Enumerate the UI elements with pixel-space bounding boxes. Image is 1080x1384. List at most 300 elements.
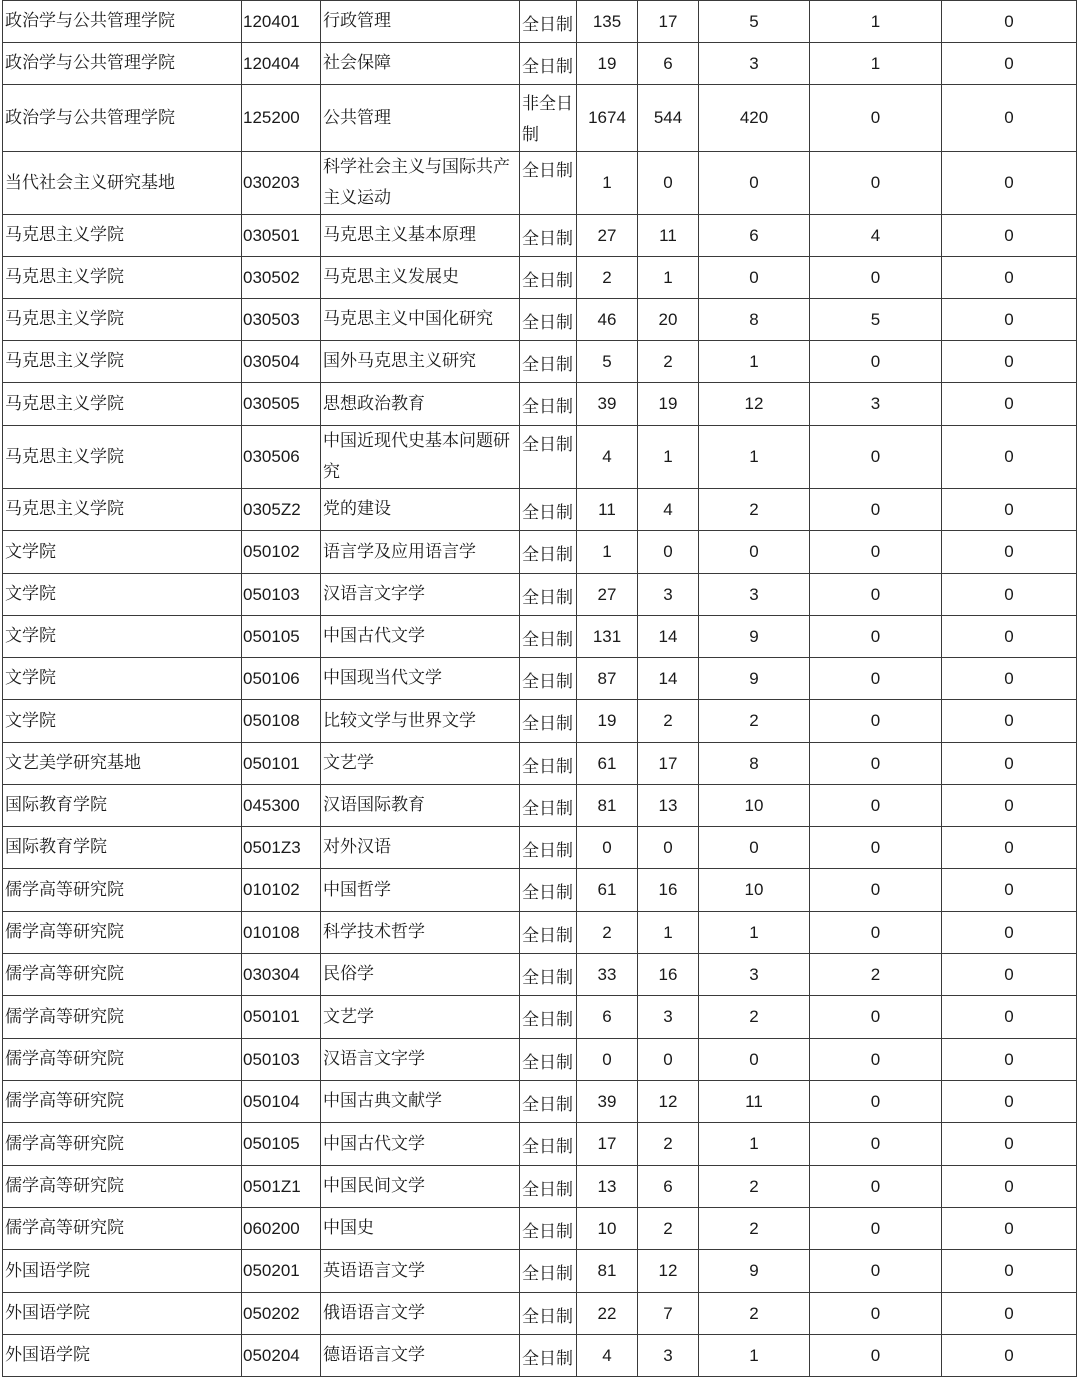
table-row (3, 869, 1077, 912)
count-cell-5: 0 (942, 1293, 1077, 1335)
table-row (3, 954, 1077, 996)
table-row (3, 1123, 1077, 1166)
count-cell-5: 0 (942, 299, 1077, 341)
count-cell-4: 0 (810, 869, 942, 912)
college-cell: 儒学高等研究院 (3, 1208, 242, 1250)
study-mode-cell: 全日制 (520, 658, 577, 700)
count-cell-3: 420 (699, 85, 810, 152)
college-cell: 马克思主义学院 (3, 341, 242, 383)
count-cell-2: 17 (638, 1, 699, 43)
count-cell-4: 0 (810, 1335, 942, 1377)
count-cell-5: 0 (942, 785, 1077, 827)
count-cell-4: 0 (810, 1166, 942, 1208)
study-mode-cell: 全日制 (520, 215, 577, 257)
count-cell-4: 1 (810, 1, 942, 43)
college-cell: 政治学与公共管理学院 (3, 85, 242, 152)
count-cell-5: 0 (942, 743, 1077, 785)
count-cell-4: 0 (810, 1208, 942, 1250)
count-cell-3: 1 (699, 1123, 810, 1166)
college-cell: 马克思主义学院 (3, 383, 242, 426)
count-cell-1: 81 (577, 785, 638, 827)
major-name-cell: 民俗学 (321, 954, 520, 996)
count-cell-2: 6 (638, 1166, 699, 1208)
count-cell-5: 0 (942, 85, 1077, 152)
major-name-cell: 文艺学 (321, 743, 520, 785)
major-code-cell: 050106 (242, 658, 321, 700)
count-cell-1: 2 (577, 257, 638, 299)
study-mode-cell: 全日制 (520, 1208, 577, 1250)
count-cell-4: 0 (810, 616, 942, 658)
table-row (3, 489, 1077, 531)
major-code-cell: 050103 (242, 574, 321, 616)
count-cell-4: 0 (810, 1293, 942, 1335)
count-cell-4: 0 (810, 700, 942, 743)
major-code-cell: 120404 (242, 43, 321, 85)
study-mode-cell: 全日制 (520, 1081, 577, 1123)
table-row (3, 43, 1077, 85)
count-cell-3: 1 (699, 1335, 810, 1377)
table-row (3, 912, 1077, 954)
count-cell-1: 81 (577, 1250, 638, 1293)
major-name-cell: 中国史 (321, 1208, 520, 1250)
count-cell-3: 2 (699, 489, 810, 531)
major-code-cell: 050202 (242, 1293, 321, 1335)
major-name-cell: 俄语语言文学 (321, 1293, 520, 1335)
study-mode-cell: 全日制 (520, 996, 577, 1039)
study-mode-cell: 全日制 (520, 869, 577, 912)
major-name-cell: 中国古典文献学 (321, 1081, 520, 1123)
enrollment-table (2, 0, 1077, 1377)
count-cell-2: 16 (638, 954, 699, 996)
count-cell-2: 1 (638, 426, 699, 489)
major-code-cell: 125200 (242, 85, 321, 152)
count-cell-2: 14 (638, 658, 699, 700)
count-cell-5: 0 (942, 1166, 1077, 1208)
table-row (3, 658, 1077, 700)
table-row (3, 1166, 1077, 1208)
count-cell-5: 0 (942, 152, 1077, 215)
major-code-cell: 030304 (242, 954, 321, 996)
count-cell-3: 1 (699, 341, 810, 383)
major-code-cell: 010102 (242, 869, 321, 912)
count-cell-1: 5 (577, 341, 638, 383)
count-cell-4: 0 (810, 912, 942, 954)
count-cell-2: 2 (638, 341, 699, 383)
major-name-cell: 语言学及应用语言学 (321, 531, 520, 574)
college-cell: 文学院 (3, 700, 242, 743)
count-cell-5: 0 (942, 827, 1077, 869)
college-cell: 外国语学院 (3, 1250, 242, 1293)
count-cell-4: 5 (810, 299, 942, 341)
count-cell-2: 12 (638, 1081, 699, 1123)
college-cell: 儒学高等研究院 (3, 1123, 242, 1166)
college-cell: 马克思主义学院 (3, 489, 242, 531)
count-cell-4: 0 (810, 85, 942, 152)
college-cell: 政治学与公共管理学院 (3, 43, 242, 85)
study-mode-cell: 全日制 (520, 257, 577, 299)
major-code-cell: 030501 (242, 215, 321, 257)
count-cell-5: 0 (942, 1123, 1077, 1166)
major-code-cell: 050104 (242, 1081, 321, 1123)
study-mode-cell: 全日制 (520, 43, 577, 85)
major-code-cell: 030502 (242, 257, 321, 299)
count-cell-5: 0 (942, 996, 1077, 1039)
major-name-cell: 汉语言文字学 (321, 574, 520, 616)
study-mode-cell: 全日制 (520, 743, 577, 785)
count-cell-3: 1 (699, 426, 810, 489)
count-cell-3: 0 (699, 1039, 810, 1081)
count-cell-1: 46 (577, 299, 638, 341)
count-cell-5: 0 (942, 531, 1077, 574)
major-name-cell: 对外汉语 (321, 827, 520, 869)
major-name-cell: 科学技术哲学 (321, 912, 520, 954)
count-cell-4: 0 (810, 531, 942, 574)
count-cell-5: 0 (942, 869, 1077, 912)
count-cell-3: 2 (699, 1166, 810, 1208)
college-cell: 马克思主义学院 (3, 215, 242, 257)
table-row (3, 257, 1077, 299)
count-cell-3: 2 (699, 700, 810, 743)
count-cell-2: 2 (638, 700, 699, 743)
count-cell-1: 4 (577, 426, 638, 489)
major-code-cell: 030503 (242, 299, 321, 341)
study-mode-cell: 全日制 (520, 1250, 577, 1293)
college-cell: 国际教育学院 (3, 827, 242, 869)
table-row (3, 531, 1077, 574)
study-mode-cell: 全日制 (520, 1123, 577, 1166)
count-cell-1: 1 (577, 531, 638, 574)
count-cell-3: 2 (699, 1208, 810, 1250)
count-cell-5: 0 (942, 43, 1077, 85)
count-cell-3: 9 (699, 1250, 810, 1293)
count-cell-4: 0 (810, 1123, 942, 1166)
count-cell-4: 0 (810, 785, 942, 827)
count-cell-3: 8 (699, 743, 810, 785)
count-cell-3: 8 (699, 299, 810, 341)
college-cell: 文学院 (3, 531, 242, 574)
count-cell-2: 1 (638, 912, 699, 954)
study-mode-cell: 全日制 (520, 489, 577, 531)
major-code-cell: 050105 (242, 1123, 321, 1166)
table-row (3, 785, 1077, 827)
count-cell-5: 0 (942, 1250, 1077, 1293)
count-cell-4: 0 (810, 743, 942, 785)
count-cell-2: 7 (638, 1293, 699, 1335)
table-row (3, 616, 1077, 658)
study-mode-cell: 非全日制 (520, 85, 577, 152)
table-row (3, 743, 1077, 785)
major-name-cell: 中国民间文学 (321, 1166, 520, 1208)
count-cell-1: 22 (577, 1293, 638, 1335)
study-mode-cell: 全日制 (520, 383, 577, 426)
count-cell-5: 0 (942, 912, 1077, 954)
college-cell: 外国语学院 (3, 1335, 242, 1377)
major-name-cell: 马克思主义基本原理 (321, 215, 520, 257)
major-name-cell: 比较文学与世界文学 (321, 700, 520, 743)
table-row (3, 383, 1077, 426)
study-mode-cell: 全日制 (520, 954, 577, 996)
college-cell: 马克思主义学院 (3, 426, 242, 489)
count-cell-2: 0 (638, 827, 699, 869)
major-code-cell: 050101 (242, 996, 321, 1039)
study-mode-cell: 全日制 (520, 827, 577, 869)
major-code-cell: 0501Z3 (242, 827, 321, 869)
study-mode-cell: 全日制 (520, 341, 577, 383)
count-cell-1: 2 (577, 912, 638, 954)
study-mode-cell: 全日制 (520, 785, 577, 827)
count-cell-5: 0 (942, 341, 1077, 383)
count-cell-1: 135 (577, 1, 638, 43)
count-cell-1: 87 (577, 658, 638, 700)
count-cell-3: 0 (699, 531, 810, 574)
major-code-cell: 010108 (242, 912, 321, 954)
college-cell: 儒学高等研究院 (3, 1166, 242, 1208)
count-cell-1: 0 (577, 1039, 638, 1081)
count-cell-1: 19 (577, 43, 638, 85)
major-code-cell: 050108 (242, 700, 321, 743)
table-row (3, 996, 1077, 1039)
count-cell-2: 0 (638, 1039, 699, 1081)
major-code-cell: 0501Z1 (242, 1166, 321, 1208)
count-cell-1: 1 (577, 152, 638, 215)
count-cell-3: 2 (699, 996, 810, 1039)
table-row (3, 574, 1077, 616)
study-mode-cell: 全日制 (520, 299, 577, 341)
count-cell-1: 0 (577, 827, 638, 869)
college-cell: 儒学高等研究院 (3, 1039, 242, 1081)
count-cell-2: 13 (638, 785, 699, 827)
table-row (3, 215, 1077, 257)
major-name-cell: 国外马克思主义研究 (321, 341, 520, 383)
count-cell-1: 33 (577, 954, 638, 996)
table-row (3, 1039, 1077, 1081)
count-cell-2: 20 (638, 299, 699, 341)
study-mode-cell: 全日制 (520, 1039, 577, 1081)
college-cell: 儒学高等研究院 (3, 1081, 242, 1123)
count-cell-3: 1 (699, 912, 810, 954)
table-row (3, 1250, 1077, 1293)
table-row (3, 700, 1077, 743)
count-cell-4: 0 (810, 257, 942, 299)
count-cell-5: 0 (942, 616, 1077, 658)
major-name-cell: 文艺学 (321, 996, 520, 1039)
count-cell-2: 6 (638, 43, 699, 85)
major-code-cell: 030203 (242, 152, 321, 215)
table-row (3, 341, 1077, 383)
college-cell: 马克思主义学院 (3, 257, 242, 299)
count-cell-2: 2 (638, 1123, 699, 1166)
major-code-cell: 050101 (242, 743, 321, 785)
count-cell-3: 9 (699, 616, 810, 658)
college-cell: 当代社会主义研究基地 (3, 152, 242, 215)
count-cell-5: 0 (942, 426, 1077, 489)
count-cell-1: 10 (577, 1208, 638, 1250)
count-cell-3: 10 (699, 869, 810, 912)
major-code-cell: 050105 (242, 616, 321, 658)
count-cell-5: 0 (942, 489, 1077, 531)
college-cell: 马克思主义学院 (3, 299, 242, 341)
major-code-cell: 050102 (242, 531, 321, 574)
count-cell-1: 19 (577, 700, 638, 743)
count-cell-4: 1 (810, 43, 942, 85)
count-cell-3: 11 (699, 1081, 810, 1123)
major-name-cell: 科学社会主义与国际共产主义运动 (321, 152, 520, 215)
count-cell-2: 19 (638, 383, 699, 426)
count-cell-4: 0 (810, 341, 942, 383)
table-row (3, 1208, 1077, 1250)
count-cell-3: 5 (699, 1, 810, 43)
table-row (3, 85, 1077, 152)
count-cell-4: 0 (810, 1081, 942, 1123)
college-cell: 儒学高等研究院 (3, 869, 242, 912)
study-mode-cell: 全日制 (520, 1293, 577, 1335)
table-row (3, 299, 1077, 341)
major-name-cell: 英语语言文学 (321, 1250, 520, 1293)
count-cell-3: 0 (699, 152, 810, 215)
count-cell-1: 61 (577, 869, 638, 912)
major-name-cell: 汉语国际教育 (321, 785, 520, 827)
count-cell-2: 1 (638, 257, 699, 299)
major-code-cell: 030506 (242, 426, 321, 489)
count-cell-3: 0 (699, 827, 810, 869)
major-code-cell: 050103 (242, 1039, 321, 1081)
major-name-cell: 行政管理 (321, 1, 520, 43)
study-mode-cell: 全日制 (520, 1, 577, 43)
major-name-cell: 马克思主义发展史 (321, 257, 520, 299)
college-cell: 儒学高等研究院 (3, 996, 242, 1039)
count-cell-1: 4 (577, 1335, 638, 1377)
count-cell-4: 0 (810, 1250, 942, 1293)
count-cell-3: 3 (699, 43, 810, 85)
study-mode-cell: 全日制 (520, 531, 577, 574)
major-name-cell: 中国现当代文学 (321, 658, 520, 700)
count-cell-1: 27 (577, 574, 638, 616)
count-cell-1: 11 (577, 489, 638, 531)
study-mode-cell: 全日制 (520, 574, 577, 616)
count-cell-5: 0 (942, 257, 1077, 299)
count-cell-3: 0 (699, 257, 810, 299)
table-row (3, 827, 1077, 869)
count-cell-3: 6 (699, 215, 810, 257)
count-cell-2: 544 (638, 85, 699, 152)
major-name-cell: 中国近现代史基本问题研究 (321, 426, 520, 489)
major-name-cell: 马克思主义中国化研究 (321, 299, 520, 341)
major-name-cell: 社会保障 (321, 43, 520, 85)
count-cell-2: 11 (638, 215, 699, 257)
college-cell: 政治学与公共管理学院 (3, 1, 242, 43)
table-body (3, 1, 1077, 1377)
count-cell-5: 0 (942, 574, 1077, 616)
count-cell-2: 16 (638, 869, 699, 912)
study-mode-cell: 全日制 (520, 616, 577, 658)
count-cell-4: 0 (810, 489, 942, 531)
count-cell-5: 0 (942, 1, 1077, 43)
count-cell-2: 0 (638, 531, 699, 574)
count-cell-5: 0 (942, 215, 1077, 257)
count-cell-1: 1674 (577, 85, 638, 152)
table-row (3, 426, 1077, 489)
count-cell-2: 3 (638, 1335, 699, 1377)
count-cell-5: 0 (942, 1081, 1077, 1123)
major-code-cell: 050204 (242, 1335, 321, 1377)
count-cell-2: 4 (638, 489, 699, 531)
major-code-cell: 050201 (242, 1250, 321, 1293)
table-row (3, 1, 1077, 43)
count-cell-4: 0 (810, 1039, 942, 1081)
count-cell-2: 2 (638, 1208, 699, 1250)
count-cell-3: 9 (699, 658, 810, 700)
count-cell-1: 6 (577, 996, 638, 1039)
major-name-cell: 党的建设 (321, 489, 520, 531)
study-mode-cell: 全日制 (520, 426, 577, 489)
count-cell-3: 3 (699, 954, 810, 996)
count-cell-5: 0 (942, 658, 1077, 700)
count-cell-5: 0 (942, 954, 1077, 996)
major-name-cell: 思想政治教育 (321, 383, 520, 426)
count-cell-5: 0 (942, 1208, 1077, 1250)
count-cell-4: 0 (810, 996, 942, 1039)
count-cell-2: 14 (638, 616, 699, 658)
study-mode-cell: 全日制 (520, 1335, 577, 1377)
major-code-cell: 030504 (242, 341, 321, 383)
major-name-cell: 公共管理 (321, 85, 520, 152)
college-cell: 文学院 (3, 658, 242, 700)
count-cell-5: 0 (942, 700, 1077, 743)
major-code-cell: 060200 (242, 1208, 321, 1250)
count-cell-2: 12 (638, 1250, 699, 1293)
count-cell-2: 17 (638, 743, 699, 785)
table-row (3, 1335, 1077, 1377)
study-mode-cell: 全日制 (520, 1166, 577, 1208)
count-cell-5: 0 (942, 1335, 1077, 1377)
college-cell: 国际教育学院 (3, 785, 242, 827)
study-mode-cell: 全日制 (520, 912, 577, 954)
count-cell-4: 0 (810, 426, 942, 489)
table-row (3, 1081, 1077, 1123)
count-cell-4: 0 (810, 574, 942, 616)
count-cell-4: 4 (810, 215, 942, 257)
count-cell-1: 131 (577, 616, 638, 658)
count-cell-1: 27 (577, 215, 638, 257)
table-row (3, 1293, 1077, 1335)
count-cell-3: 2 (699, 1293, 810, 1335)
count-cell-4: 2 (810, 954, 942, 996)
count-cell-5: 0 (942, 1039, 1077, 1081)
college-cell: 儒学高等研究院 (3, 912, 242, 954)
count-cell-4: 3 (810, 383, 942, 426)
count-cell-1: 13 (577, 1166, 638, 1208)
study-mode-cell: 全日制 (520, 152, 577, 215)
study-mode-cell: 全日制 (520, 700, 577, 743)
major-name-cell: 中国哲学 (321, 869, 520, 912)
count-cell-1: 39 (577, 383, 638, 426)
college-cell: 儒学高等研究院 (3, 954, 242, 996)
count-cell-1: 39 (577, 1081, 638, 1123)
major-code-cell: 030505 (242, 383, 321, 426)
major-name-cell: 中国古代文学 (321, 616, 520, 658)
major-name-cell: 德语语言文学 (321, 1335, 520, 1377)
count-cell-1: 17 (577, 1123, 638, 1166)
major-name-cell: 中国古代文学 (321, 1123, 520, 1166)
major-code-cell: 0305Z2 (242, 489, 321, 531)
count-cell-4: 0 (810, 152, 942, 215)
count-cell-3: 3 (699, 574, 810, 616)
college-cell: 文学院 (3, 574, 242, 616)
major-name-cell: 汉语言文字学 (321, 1039, 520, 1081)
college-cell: 外国语学院 (3, 1293, 242, 1335)
count-cell-2: 3 (638, 996, 699, 1039)
count-cell-4: 0 (810, 658, 942, 700)
